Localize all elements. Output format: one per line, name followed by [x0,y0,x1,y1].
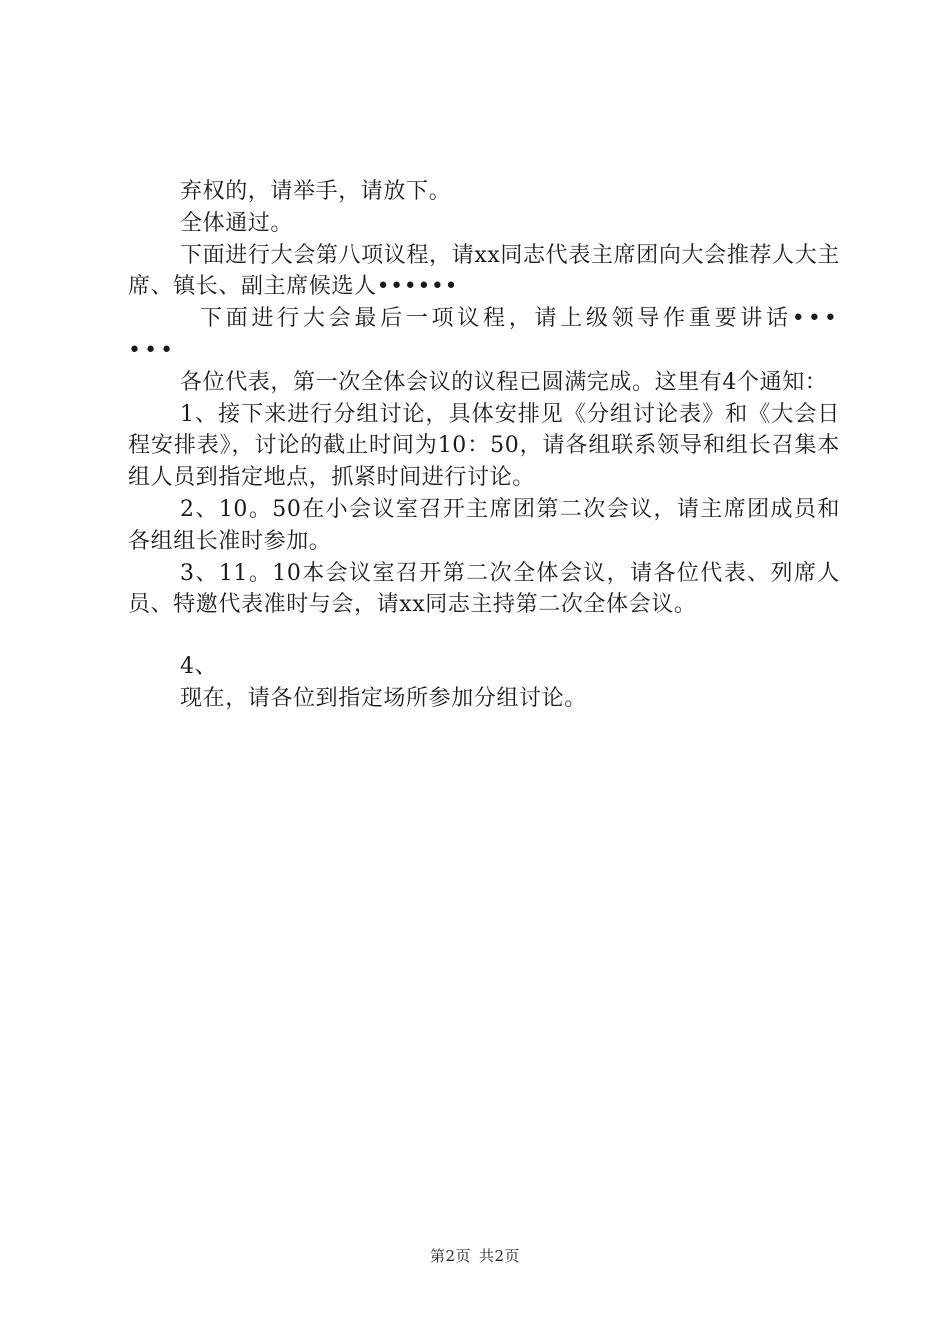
page-footer [0,1245,950,1266]
paragraph-abstain: 弃权的，请举手，请放下。 [180,179,452,204]
paragraph-notice-2: 2、10。50在小会议室召开主席团第二次会议，请主席团成员和各组组长准时参加。 [128,496,840,554]
paragraph-notice-4: 4、 [180,654,218,680]
total-pages: 共2页 [479,1247,521,1265]
current-page-number: 第2页 [429,1247,471,1265]
paragraph-closing: 现在，请各位到指定场所参加分组讨论。 [180,685,587,711]
paragraph-passed: 全体通过。 [180,210,294,236]
document-body [128,176,840,715]
paragraph-final-agenda: 下面进行大会最后一项议程，请上级领导作重要讲话•••••• [128,306,840,363]
paragraph-notices-intro: 各位代表，第一次全体会议的议程已圆满完成。这里有4个通知： [180,369,828,395]
paragraph-agenda-eight: 下面进行大会第八项议程，请xx同志代表主席团向大会推荐人大主席、镇长、副主席候选人•••••• [128,242,840,300]
paragraph-notice-1: 1、接下来进行分组讨论，具体安排见《分组讨论表》和《大会日程安排表》，讨论的截止时间为10：50，请各组联系领导和组长召集本组人员到指定地点，抓紧时间进行讨论。 [128,401,840,491]
paragraph-notice-3: 3、11。10本会议室召开第二次全体会议，请各位代表、列席人员、特邀代表准时与会，请xx同志主持第二次全体会议。 [128,560,840,618]
